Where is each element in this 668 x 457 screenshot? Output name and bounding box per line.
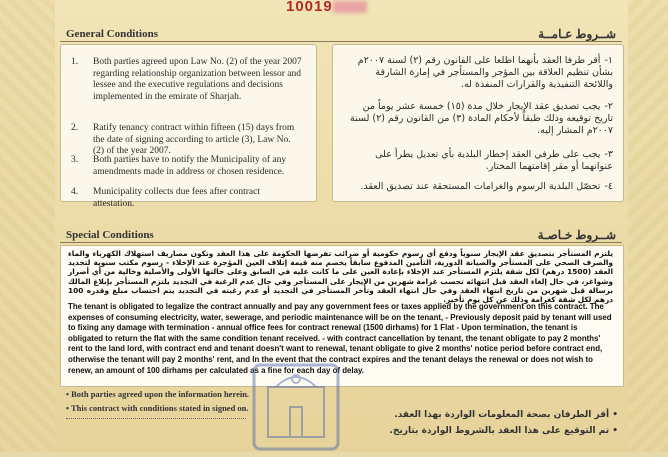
footer-signed-ar: • تم التوقيع على هذا العقد بالشروط الواردة بتاريخ. xyxy=(389,426,618,436)
general-item-en: 2. Ratify tenancy contract within fifteen (15) days from the date of signing according to article (3), Law No. (2) of the year 2007. xyxy=(71,123,295,156)
general-divider xyxy=(60,41,622,42)
municipality-stamp-icon xyxy=(246,357,346,457)
signature-line xyxy=(66,418,246,420)
special-conditions-title-en: Special Conditions xyxy=(66,229,154,241)
footer-agreement-ar: • أقر الطرفان بصحة المعلومات الواردة بهذا العقد. xyxy=(394,410,618,420)
general-item-en: 1. Both parties agreed upon Law No. (2) of the year 2007 regarding relationship organization between lessor and lessee and the executive regulations and decisions implemented in the emirate of Sharjah. xyxy=(71,57,302,102)
special-conditions-en-text: The tenant is obligated to legalize the contract annually and pay any government fees or taxes applied by the government on this contract. The expenses of consuming electricity, water, sewerage, and periodic maintenance will be on the tenant, - Previously deposit paid by tenant will used to fixing any damage with termination - annual office fees for contract renewal (1500 dirhams) for 1 Flat - Upon termination, the tenant is obligated to return the flat with the same condition tenant received. - with contract cancellation by tenant, the tenant obligate to pay 2 months' rent to the land lord, with contract end and tenant doesn't want to renewal, tenant obligate to give 2 months' notice period before contract end, otherwise the tenant will pay 2 months' rent, and In the event that the contract expires and the tenant delays the renewal or does not wish to renew, an amount of 100 dirhams per calculated as a fine for each day of delay. xyxy=(68,302,612,375)
footer-agreement-en: • Both parties agreed upon the information herein. xyxy=(66,389,250,399)
redacted-digits xyxy=(333,1,367,13)
general-item-ar: ١-أقر طرفا العقد بأنهما اطلعا على القانون رقم (٢) لسنة ٢٠٠٧م بشأن تنظيم العلاقة بين المؤجر والمستأجر في إمارة الشارقة واللائحة التنفيذية والقرارات المنفذة له. xyxy=(357,55,613,90)
general-item-en: 3. Both parties have to notify the Municipality of any amendments made in address or chosen residence. xyxy=(71,155,287,177)
decorative-border-right xyxy=(628,0,668,452)
general-conditions-en-box xyxy=(60,44,317,209)
general-item-ar: ٤-تحصّل البلدية الرسوم والغرامات المستحقة عند تصديق العقد. xyxy=(360,181,613,192)
general-item-ar: ٢-يجب تصديق عقد الإيجار خلال مدة (١٥) خمسة عشر يوماً من تاريخ توقيعه وذلك طبقاً لأحكام المادة (٣) من القانون رقم (٢) لسنة ٢٠٠٧م المشار إليه. xyxy=(350,101,613,136)
general-conditions-title-ar: شــروط عـامــة xyxy=(538,27,616,41)
general-conditions-ar-box xyxy=(332,44,624,202)
general-item-en: 4. Municipality collects due fees after contract attestation. xyxy=(71,187,260,209)
decorative-border-left xyxy=(0,0,55,452)
document-number: 10019 xyxy=(286,0,367,15)
special-divider xyxy=(60,242,622,243)
general-conditions-title-en: General Conditions xyxy=(66,28,158,40)
special-conditions-title-ar: شــروط خـاصـة xyxy=(537,228,616,242)
footer-signed-en: • This contract with conditions stated in signed on. xyxy=(66,403,249,413)
special-conditions-ar-text: يلتزم المستأجر بتصديق عقد الإيجار سنوياً ودفع أي رسوم حكومية أو ضرائب تفرضها الحكومة على هذا العقد وتكون مصاريف استهلاك الكهرباء والماء والصرف الصحي على المستأجر والصيانة الدورية، التأمين المدفوع سابقاً يخصم منه قيمة إتلاف العين المؤجرة عند الإخلاء - رسوم مكتب سنوية لتجديد العقد (1500 درهم) لكل شقة يلتزم المستأجر عند الإخلاء بإعادة العين على ما كانت عليه في السابق وعلى حالتها الأولى والأصلية وخالية من أي أضرار وشواغر، في حال إلغاء العقد قبل انتهائه تحسب غرامة شهرين من الإيجار على المستأجر وفي حال عدم الرغبة في التجديد يلتزم المستأجر بإبلاغ المالك برسالة قبل شهرين من تاريخ انتهاء العقد وفي حال انتهاء العقد وتأخر المستأجر في التجديد أو عدم رغبته في التجديد يتم احتساب مبلغ وقدره 100 درهم لكل شقة كغرامة وذلك عن كل يوم تأخير. xyxy=(68,249,613,305)
general-item-ar: ٣-يجب على طرفي العقد إخطار البلدية بأي تعديل يطرأ على عنوانهما أو مقر إقامتهما المختار. xyxy=(375,149,613,172)
